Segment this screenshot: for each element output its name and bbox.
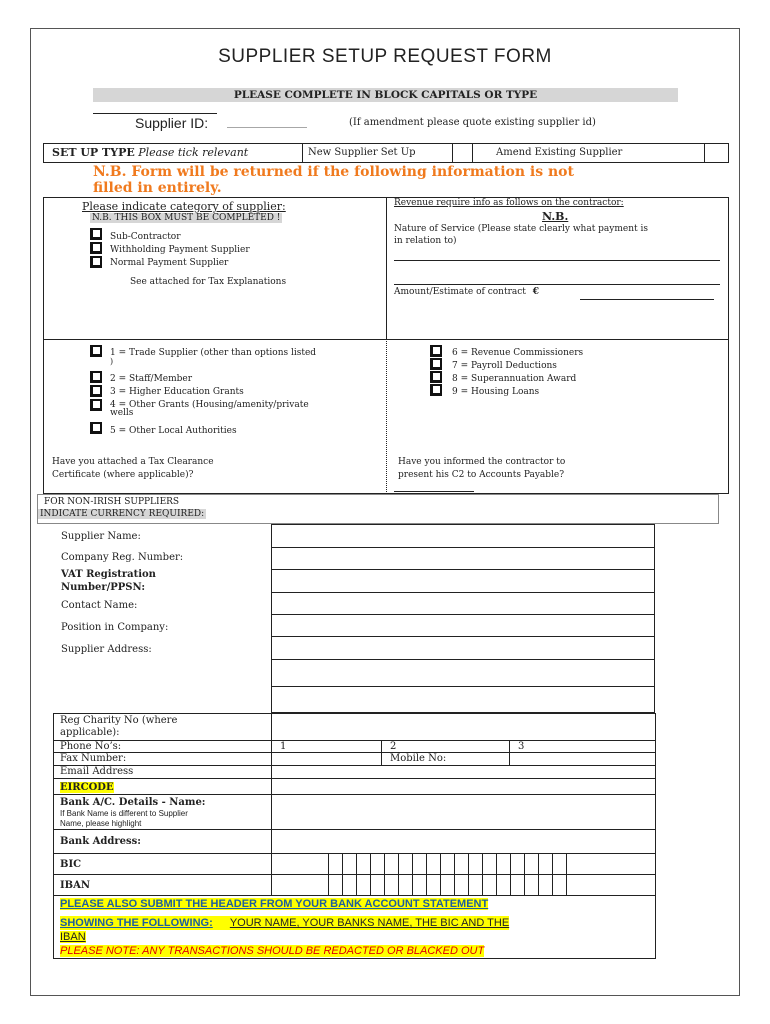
- withholding-checkbox[interactable]: [90, 242, 102, 254]
- bic-label: BIC: [54, 854, 272, 875]
- iban-input[interactable]: [272, 875, 656, 896]
- bank-note-line-2: Name, please highlight: [60, 819, 142, 828]
- amount-label: Amount/Estimate of contract: [394, 287, 526, 297]
- fax-input[interactable]: [272, 753, 382, 766]
- company-reg-input[interactable]: [272, 548, 655, 570]
- footer-instruction-line-1: PLEASE ALSO SUBMIT THE HEADER FROM YOUR BANK ACCOUNT STATEMENT: [60, 898, 489, 910]
- category-option-normal: Normal Payment Supplier: [110, 258, 229, 268]
- footer-instruction-line-2b: YOUR NAME, YOUR BANKS NAME, THE BIC AND THE: [229, 917, 510, 929]
- category-note: N.B. THIS BOX MUST BE COMPLETED !: [92, 213, 281, 223]
- amount-input-line[interactable]: [580, 299, 714, 300]
- position-input[interactable]: [272, 615, 655, 637]
- option-6: 6 = Revenue Commissioners: [452, 348, 584, 358]
- phone-2-input[interactable]: 2: [382, 741, 510, 753]
- euro-symbol: €: [532, 287, 540, 297]
- bank-name-input[interactable]: [272, 795, 656, 830]
- supplier-id-note: (If amendment please quote existing supplier id): [349, 117, 596, 128]
- tax-clearance-question-line-2: Certificate (where applicable)?: [52, 470, 194, 480]
- setup-type-label: SET UP TYPE: [52, 146, 135, 159]
- phone-label: Phone No’s:: [54, 741, 272, 753]
- phone-1-input[interactable]: 1: [272, 741, 382, 753]
- bank-address-input[interactable]: [272, 830, 656, 854]
- service-description-line-2: in relation to): [394, 236, 457, 246]
- option-4-other-grants: 4 = Other Grants (Housing/amenity/private: [110, 400, 309, 410]
- fax-label: Fax Number:: [54, 753, 272, 766]
- eircode-input[interactable]: [272, 779, 656, 795]
- form-page: [30, 28, 740, 996]
- setup-type-hint: Please tick relevant: [138, 146, 249, 159]
- currency-line-1: FOR NON-IRISH SUPPLIERS: [44, 497, 180, 507]
- housing-loans-checkbox[interactable]: [430, 384, 442, 396]
- charity-label-line-1: Reg Charity No (where: [60, 715, 178, 726]
- service-input-line[interactable]: [394, 260, 720, 261]
- supplier-address-label: Supplier Address:: [61, 644, 152, 655]
- charity-input[interactable]: [272, 714, 656, 741]
- vat-input[interactable]: [272, 570, 655, 593]
- staff-member-checkbox[interactable]: [90, 371, 102, 383]
- bank-address-label: Bank Address:: [54, 830, 272, 854]
- c2-question-line-2: present his C2 to Accounts Payable?: [398, 470, 565, 480]
- supplier-name-input[interactable]: [272, 525, 655, 548]
- sub-contractor-checkbox[interactable]: [90, 228, 102, 240]
- trade-supplier-checkbox[interactable]: [90, 345, 102, 357]
- company-reg-label: Company Reg. Number:: [61, 552, 184, 563]
- bank-note-line-1: If Bank Name is different to Supplier: [60, 809, 188, 818]
- service-input-line-2[interactable]: [394, 284, 720, 285]
- footer-instruction-line-3: IBAN: [60, 931, 86, 943]
- supplier-name-label: Supplier Name:: [61, 531, 141, 542]
- option-4-continuation: wells: [110, 408, 134, 418]
- charity-label-line-2: applicable):: [60, 727, 120, 738]
- c2-answer-line[interactable]: [394, 491, 474, 492]
- tax-explanations-note: See attached for Tax Explanations: [130, 277, 287, 287]
- divider: [93, 113, 217, 114]
- option-3-education: 3 = Higher Education Grants: [110, 387, 244, 397]
- supplier-id-label: Supplier ID:: [135, 115, 209, 131]
- address-input-3[interactable]: [272, 687, 655, 713]
- footer-redaction-note: PLEASE NOTE: ANY TRANSACTIONS SHOULD BE REDACTED OR BLACKED OUT: [60, 945, 485, 957]
- service-description-line-1: Nature of Service (Please state clearly what payment is: [394, 224, 649, 234]
- email-label: Email Address: [54, 766, 272, 779]
- superannuation-checkbox[interactable]: [430, 371, 442, 383]
- option-amend-supplier: Amend Existing Supplier: [496, 147, 623, 158]
- vat-label-line-2: Number/PPSN:: [61, 582, 146, 593]
- warning-line-2: filled in entirely.: [93, 180, 222, 196]
- bic-input[interactable]: [272, 854, 656, 875]
- eircode-label: EIRCODE: [60, 782, 114, 793]
- instruction-banner: PLEASE COMPLETE IN BLOCK CAPITALS OR TYPE: [93, 88, 678, 102]
- iban-label: IBAN: [54, 875, 272, 896]
- vat-label-line-1: VAT Registration: [61, 569, 156, 580]
- option-9: 9 = Housing Loans: [452, 387, 540, 397]
- category-option-sub-contractor: Sub-Contractor: [110, 232, 181, 242]
- email-input[interactable]: [272, 766, 656, 779]
- payroll-deductions-checkbox[interactable]: [430, 358, 442, 370]
- education-grants-checkbox[interactable]: [90, 385, 102, 397]
- option-7: 7 = Payroll Deductions: [452, 361, 557, 371]
- revenue-heading: Revenue require info as follows on the contractor:: [394, 198, 624, 208]
- other-grants-checkbox[interactable]: [90, 399, 102, 411]
- contact-name-label: Contact Name:: [61, 600, 138, 611]
- address-input-1[interactable]: [272, 637, 655, 660]
- bank-details-table: [53, 713, 656, 959]
- category-option-withholding: Withholding Payment Supplier: [110, 245, 250, 255]
- form-title: SUPPLIER SETUP REQUEST FORM: [218, 46, 552, 67]
- supplier-id-field[interactable]: ________________: [227, 117, 307, 128]
- setup-type-row: [43, 143, 729, 163]
- bank-name-label: Bank A/C. Details - Name:: [60, 797, 206, 808]
- new-supplier-tick-box[interactable]: [453, 145, 471, 161]
- option-1-trade-supplier: 1 = Trade Supplier (other than options listed: [110, 348, 317, 358]
- option-2-staff: 2 = Staff/Member: [110, 374, 193, 384]
- revenue-nb: N.B.: [542, 210, 569, 223]
- revenue-commissioners-checkbox[interactable]: [430, 345, 442, 357]
- position-label: Position in Company:: [61, 622, 169, 633]
- footer-instruction-line-2a: SHOWING THE FOLLOWING:: [60, 917, 213, 929]
- currency-line-2: INDICATE CURRENCY REQUIRED:: [40, 509, 205, 519]
- currency-box[interactable]: [37, 494, 719, 524]
- mobile-input[interactable]: [510, 753, 656, 766]
- normal-payment-checkbox[interactable]: [90, 256, 102, 268]
- category-heading: Please indicate category of supplier:: [82, 200, 286, 213]
- contact-name-input[interactable]: [272, 593, 655, 615]
- warning-line-1: N.B. Form will be returned if the following information is not: [93, 164, 574, 180]
- option-new-supplier: New Supplier Set Up: [308, 147, 416, 158]
- option-8: 8 = Superannuation Award: [452, 374, 577, 384]
- address-input-2[interactable]: [272, 660, 655, 687]
- option-1-mark: ): [110, 357, 114, 366]
- local-authorities-checkbox[interactable]: [90, 422, 102, 434]
- phone-3-input[interactable]: 3: [510, 741, 656, 753]
- category-section: [43, 197, 729, 494]
- tax-clearance-question-line-1: Have you attached a Tax Clearance: [52, 457, 214, 467]
- mobile-label: Mobile No:: [382, 753, 510, 766]
- amend-supplier-tick-box[interactable]: [705, 145, 727, 161]
- option-5-local-authorities: 5 = Other Local Authorities: [110, 426, 237, 436]
- c2-question-line-1: Have you informed the contractor to: [398, 457, 566, 467]
- supplier-details-table: [271, 524, 655, 713]
